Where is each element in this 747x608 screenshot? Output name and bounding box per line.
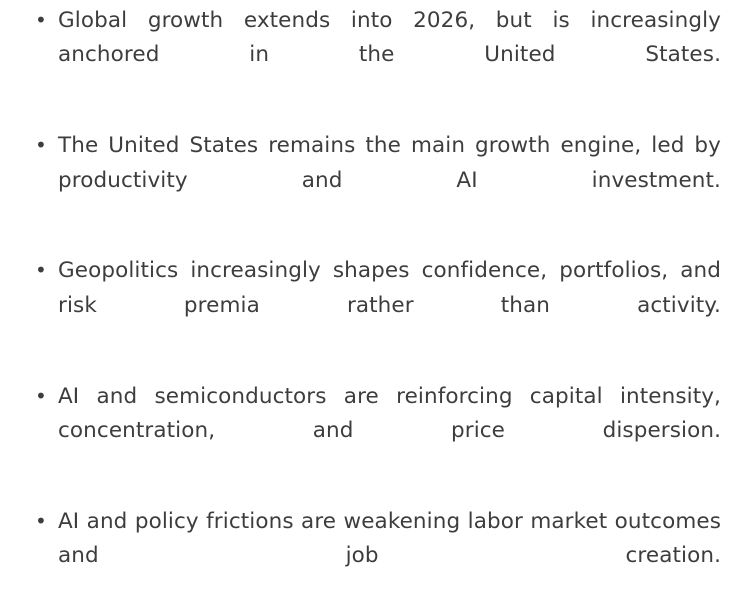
bullet-point-icon: • xyxy=(35,133,47,158)
list-item xyxy=(26,505,721,608)
bullet-text: Global growth extends into 2026, but is increasingly anchored in the United States. xyxy=(58,8,721,68)
bullet-text: The United States remains the main growth engine, led by productivity and AI investment. xyxy=(58,133,721,193)
bullet-list xyxy=(26,4,721,608)
bullet-text: AI and policy frictions are weakening labor market outcomes and job creation. xyxy=(58,508,721,569)
list-item xyxy=(26,4,721,107)
list-item xyxy=(26,254,721,357)
bullet-text: AI and semiconductors are reinforcing capital intensity, concentration, and price dispersion. xyxy=(58,383,721,443)
bullet-point-icon: • xyxy=(35,8,47,32)
bullet-point-icon: • xyxy=(35,508,47,533)
list-item xyxy=(26,129,721,232)
bullet-text: Geopolitics increasingly shapes confidence, portfolios, and risk premia rather than activity. xyxy=(58,258,721,318)
list-item xyxy=(26,380,721,483)
bullet-point-icon: • xyxy=(35,258,47,283)
bullet-point-icon: • xyxy=(35,383,47,408)
